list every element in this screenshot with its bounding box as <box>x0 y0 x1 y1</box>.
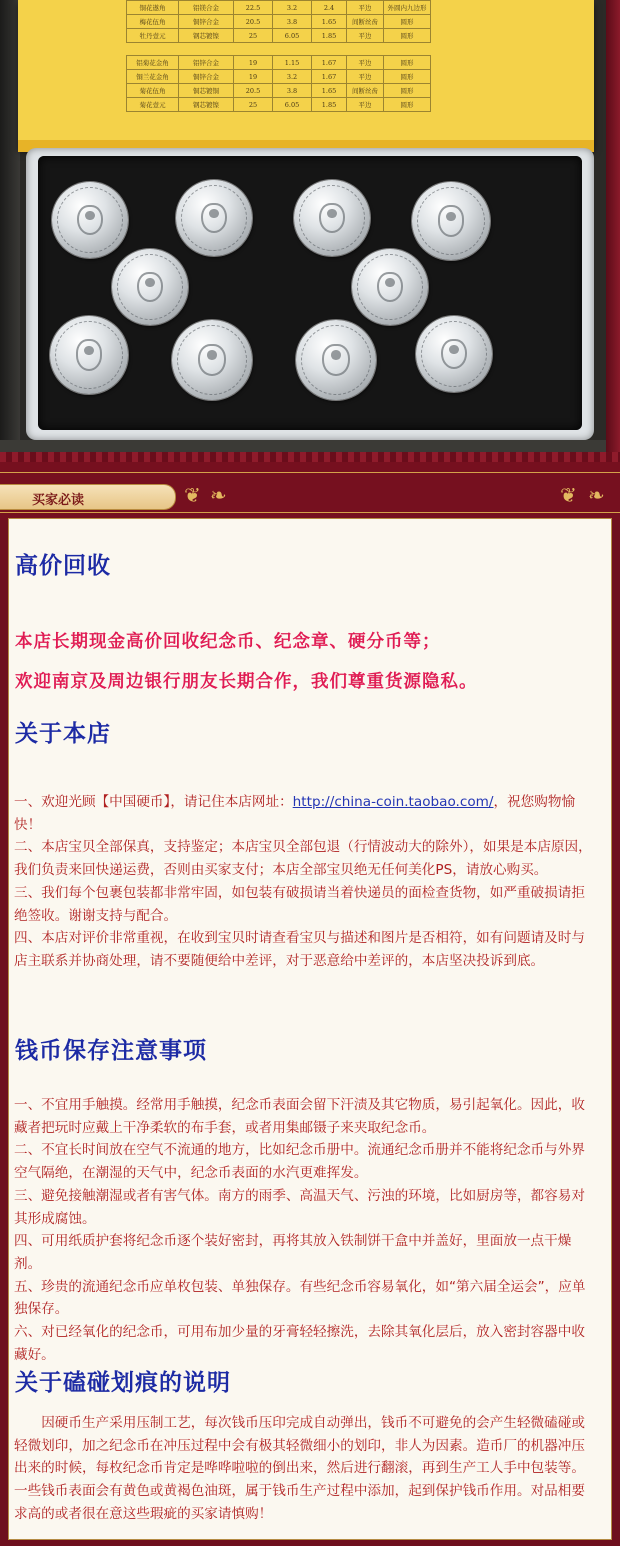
spec-cell: 钢芯镀镍 <box>179 29 234 43</box>
spec-cell: 平边 <box>347 70 384 84</box>
spec-cell: 铜兰花金角 <box>127 70 179 84</box>
case-base <box>0 440 620 452</box>
spec-cell: 3.2 <box>273 1 312 15</box>
coin <box>352 249 428 325</box>
spec-cell <box>312 43 347 56</box>
spec-cell <box>384 43 431 56</box>
spec-row <box>127 29 431 43</box>
storage-item: 四、可用纸质护套将纪念币逐个装好密封，再将其放入铁制饼干盒中并盖好，里面放一点干燥剂。 <box>14 1233 572 1272</box>
buyer-notice-tab <box>0 484 176 510</box>
content-panel <box>8 518 612 1540</box>
recycle-line-2: 欢迎南京及周边银行朋友长期合作，我们尊重货源隐私。 <box>15 672 478 692</box>
spec-cell: 20.5 <box>234 15 273 29</box>
about-item-1: 一、欢迎光顾【中国硬币】，请记住本店网址：http://china-coin.taobao.com/，祝您购物愉快！ <box>14 794 576 833</box>
ornament-icon: ❧ <box>210 483 227 507</box>
coin <box>412 182 490 260</box>
spec-cell: 菊花壹元 <box>127 98 179 112</box>
spec-card <box>18 0 594 148</box>
spec-cell: 圆形 <box>384 70 431 84</box>
banner-rule-bottom <box>0 512 620 513</box>
storage-item: 三、避免接触潮湿或者有害气体。南方的雨季、高温天气、污浊的环境，比如厨房等，都容易对其形成腐蚀。 <box>14 1187 585 1227</box>
spec-cell: 20.5 <box>234 84 273 98</box>
spec-cell: 19 <box>234 56 273 70</box>
spec-row <box>127 56 431 70</box>
buyer-notice-label: 买家必读 <box>32 493 85 508</box>
storage-item: 二、不宜长时间放在空气不流通的地方，比如纪念币册中。流通纪念币册并不能将纪念币与外界空气隔绝，在潮湿的天气中，纪念币表面的水汽更难挥发。 <box>14 1142 585 1182</box>
spec-cell: 22.5 <box>234 1 273 15</box>
spec-cell: 圆形 <box>384 98 431 112</box>
spec-cell: 1.15 <box>273 56 312 70</box>
coin <box>172 320 252 400</box>
spec-cell: 1.65 <box>312 15 347 29</box>
spec-cell: 3.2 <box>273 70 312 84</box>
section-title-recycle: 高价回收 <box>15 553 111 579</box>
coin <box>416 316 492 392</box>
spec-cell: 25 <box>234 29 273 43</box>
coin <box>112 249 188 325</box>
ornament-icon: ❦ <box>560 483 577 507</box>
spec-cell: 6.05 <box>273 29 312 43</box>
spec-cell <box>127 43 179 56</box>
spec-cell: 铜芯镀铜 <box>179 84 234 98</box>
spec-cell: 间断丝齿 <box>347 15 384 29</box>
spec-cell: 平边 <box>347 29 384 43</box>
spec-cell: 1.85 <box>312 29 347 43</box>
spec-cell: 19 <box>234 70 273 84</box>
about-list <box>14 791 596 973</box>
spec-cell: 圆形 <box>384 15 431 29</box>
spec-cell: 梅花伍角 <box>127 15 179 29</box>
spec-cell: 平边 <box>347 56 384 70</box>
spec-row <box>127 15 431 29</box>
section-title-storage: 钱币保存注意事项 <box>15 1038 207 1064</box>
coin <box>176 180 252 256</box>
product-photo <box>0 0 620 452</box>
storage-item: 一、不宜用手触摸。经常用手触摸，纪念币表面会留下汗渍及其它物质，易引起氧化。因此，收藏者把玩时应戴上干净柔软的布手套，或者用集邮镊子来夹取纪念币。 <box>14 1097 585 1136</box>
coin <box>296 320 376 400</box>
spec-cell: 25 <box>234 98 273 112</box>
coin <box>294 180 370 256</box>
spec-cell: 铜锌合金 <box>179 70 234 84</box>
box-edge <box>0 0 20 452</box>
spec-cell <box>347 43 384 56</box>
spec-cell: 平边 <box>347 98 384 112</box>
spec-row <box>127 84 431 98</box>
storage-item: 五、珍贵的流通纪念币应单枚包装、单独保存。有些纪念币容易氧化，如“第六届全运会”，应单独保存。 <box>14 1278 586 1318</box>
spec-cell: 3.8 <box>273 84 312 98</box>
spec-cell: 菊花伍角 <box>127 84 179 98</box>
spec-cell: 1.65 <box>312 84 347 98</box>
right-border <box>606 0 620 452</box>
spec-row <box>127 98 431 112</box>
spec-cell: 铝镁合金 <box>179 1 234 15</box>
recycle-line-1: 本店长期现金高价回收纪念币、纪念章、硬分币等； <box>15 632 441 652</box>
spec-cell: 2.4 <box>312 1 347 15</box>
about-item-3: 三、我们每个包裹包装都非常牢固，如包装有破损请当着快递员的面检查货物，如严重破损请拒绝签收。谢谢支持与配合。 <box>14 884 585 924</box>
coin-case-inner <box>38 156 582 430</box>
spec-cell: 平边 <box>347 1 384 15</box>
spec-cell: 铜花遨角 <box>127 1 179 15</box>
spec-cell: 圆形 <box>384 29 431 43</box>
spec-cell: 钢芯镀镍 <box>179 98 234 112</box>
spec-cell: 外圆内九边形 <box>384 1 431 15</box>
spec-cell: 牡丹壹元 <box>127 29 179 43</box>
ornament-icon: ❧ <box>588 483 605 507</box>
spec-table <box>126 0 431 112</box>
section-title-scratch: 关于磕碰划痕的说明 <box>15 1370 231 1396</box>
shop-url-link[interactable]: http://china-coin.taobao.com/ <box>292 794 494 810</box>
spec-row <box>127 70 431 84</box>
spec-row <box>127 1 431 15</box>
spec-row <box>127 43 431 56</box>
banner-rule-top <box>0 472 620 473</box>
spec-cell: 间断丝齿 <box>347 84 384 98</box>
spec-cell: 铜锌合金 <box>179 15 234 29</box>
spec-cell: 6.05 <box>273 98 312 112</box>
coin <box>50 316 128 394</box>
about-item-4: 四、本店对评价非常重视，在收到宝贝时请查看宝贝与描述和图片是否相符，如有问题请及时与店主联系并协商处理，请不要随便给中差评，对于恶意给中差评的，本店坚决投诉到底。 <box>14 930 585 969</box>
spec-cell: 3.8 <box>273 15 312 29</box>
spec-cell: 1.85 <box>312 98 347 112</box>
spec-cell: 1.67 <box>312 56 347 70</box>
spec-cell: 铝菊花金角 <box>127 56 179 70</box>
storage-list <box>14 1094 596 1366</box>
spec-cell <box>234 43 273 56</box>
spec-cell: 圆形 <box>384 56 431 70</box>
spec-cell: 铝锌合金 <box>179 56 234 70</box>
spec-cell <box>179 43 234 56</box>
section-title-about: 关于本店 <box>15 721 111 747</box>
ornament-icon: ❦ <box>184 483 201 507</box>
about-item-2: 二、本店宝贝全部保真，支持鉴定；本店宝贝全部包退（行情波动大的除外），如果是本店原因，我们负责来回快递运费，否则由买家支付；本店全部宝贝绝无任何美化PS，请放心购买。 <box>14 839 592 879</box>
banner-stripe <box>0 452 620 462</box>
spec-cell <box>273 43 312 56</box>
coin-case <box>26 148 594 440</box>
coin <box>52 182 128 258</box>
scratch-body: 因硬币生产采用压制工艺，每次钱币压印完成自动弹出，钱币不可避免的会产生轻微磕碰或轻微划印，加之纪念币在冲压过程中会有极其轻微细小的划印，非人为因素。造币厂的机器冲压出来的时候，每枚纪念币肯定是哗哗啦啦的倒出来，然后进行翻滚，再到生产工人手中包装等。一些钱币表面会有黄色或黄褐色油斑，属于钱币生产过程中添加，起到保护钱币作用。对品相要求高的或者很在意这些瑕疵的买家请慎购！ <box>14 1415 585 1522</box>
storage-item: 六、对已经氧化的纪念币，可用布加少量的牙膏轻轻擦洗，去除其氧化层后，放入密封容器中收藏好。 <box>14 1324 585 1363</box>
spec-cell: 1.67 <box>312 70 347 84</box>
spec-cell: 圆形 <box>384 84 431 98</box>
